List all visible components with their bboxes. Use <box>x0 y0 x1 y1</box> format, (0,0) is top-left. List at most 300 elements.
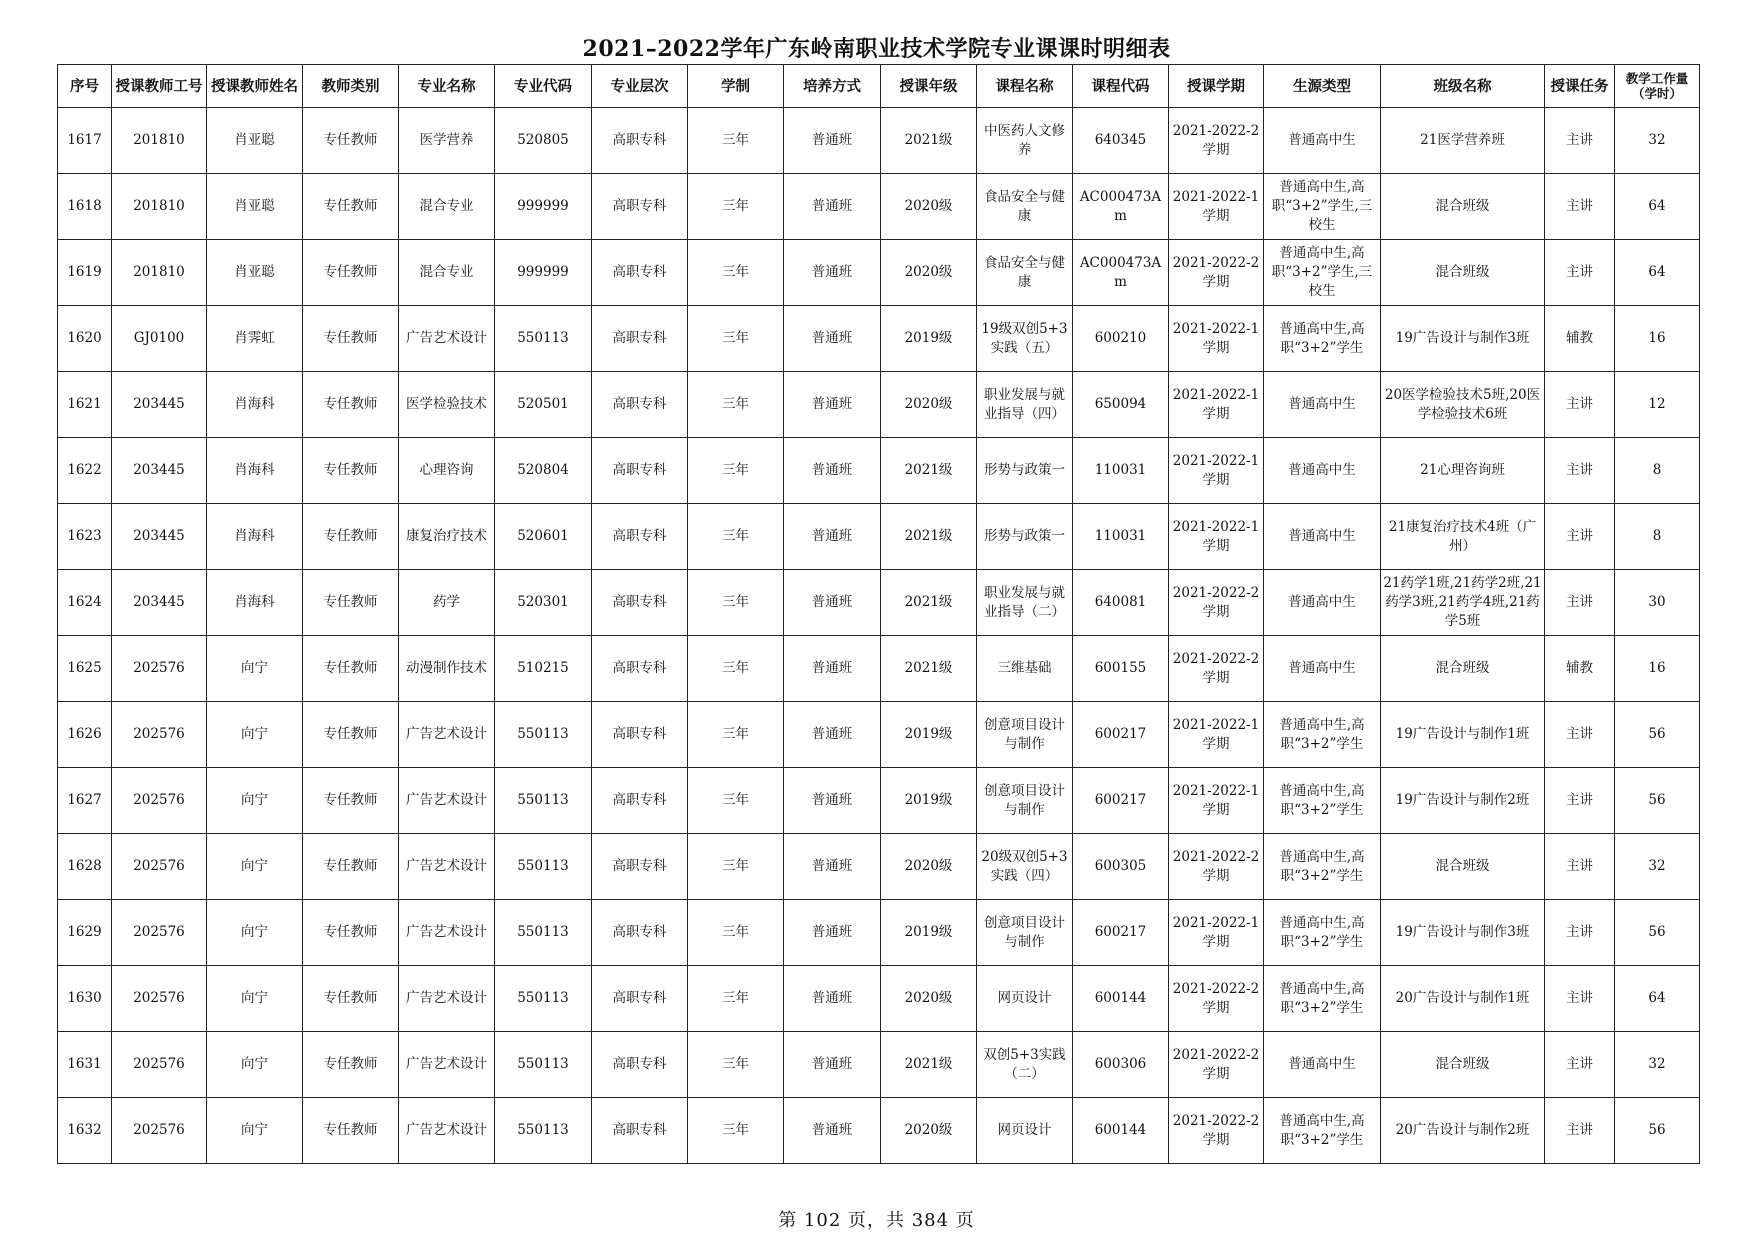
table-cell: 普通班 <box>784 438 881 504</box>
table-cell: 三年 <box>688 1032 784 1098</box>
table-cell: 1632 <box>58 1098 112 1164</box>
table-cell: 30 <box>1615 570 1700 636</box>
table-body <box>58 108 1700 1164</box>
table-cell: 向宁 <box>207 1098 303 1164</box>
table-cell: 主讲 <box>1545 570 1615 636</box>
table-cell: 药学 <box>399 570 495 636</box>
table-cell: 向宁 <box>207 1032 303 1098</box>
table-row <box>58 900 1700 966</box>
column-header: 授课教师姓名 <box>207 65 303 108</box>
table-cell: 普通高中生,高职“3+2”学生 <box>1264 834 1381 900</box>
table-cell: 肖亚聪 <box>207 240 303 306</box>
table-cell: 2021-2022-1学期 <box>1169 372 1264 438</box>
table-cell: 普通班 <box>784 1098 881 1164</box>
table-cell: 32 <box>1615 1032 1700 1098</box>
table-cell: 999999 <box>495 240 592 306</box>
table-cell: 高职专科 <box>592 438 688 504</box>
table-cell: 三年 <box>688 174 784 240</box>
table-cell: 专任教师 <box>303 240 399 306</box>
table-row <box>58 108 1700 174</box>
table-row <box>58 1098 1700 1164</box>
table-cell: 广告艺术设计 <box>399 966 495 1032</box>
table-cell: 1620 <box>58 306 112 372</box>
table-cell: 三年 <box>688 306 784 372</box>
table-cell: 21康复治疗技术4班（广州） <box>1381 504 1545 570</box>
table-cell: 专任教师 <box>303 1032 399 1098</box>
table-cell: 普通高中生,高职“3+2”学生 <box>1264 900 1381 966</box>
table-cell: 医学营养 <box>399 108 495 174</box>
table-cell: 2019级 <box>881 900 977 966</box>
table-cell: 202576 <box>112 636 207 702</box>
table-cell: 混合专业 <box>399 240 495 306</box>
table-cell: 普通高中生 <box>1264 372 1381 438</box>
table-cell: 21药学1班,21药学2班,21药学3班,21药学4班,21药学5班 <box>1381 570 1545 636</box>
table-cell: 520805 <box>495 108 592 174</box>
page-title: 2021–2022学年广东岭南职业技术学院专业课课时明细表 <box>582 36 1171 62</box>
table-cell: 2021级 <box>881 504 977 570</box>
table-cell: 21医学营养班 <box>1381 108 1545 174</box>
table-cell: 2021-2022-1学期 <box>1169 306 1264 372</box>
table-cell: 1628 <box>58 834 112 900</box>
table-cell: 普通高中生,高职“3+2”学生,三校生 <box>1264 174 1381 240</box>
table-cell: 20广告设计与制作1班 <box>1381 966 1545 1032</box>
table-cell: 三年 <box>688 570 784 636</box>
table-cell: 食品安全与健康 <box>977 174 1073 240</box>
table-cell: 向宁 <box>207 900 303 966</box>
column-header: 学制 <box>688 65 784 108</box>
table-cell: 64 <box>1615 174 1700 240</box>
table-cell: 32 <box>1615 834 1700 900</box>
table-cell: 19广告设计与制作1班 <box>1381 702 1545 768</box>
column-header: 授课年级 <box>881 65 977 108</box>
table-cell: 动漫制作技术 <box>399 636 495 702</box>
table-cell: 高职专科 <box>592 1032 688 1098</box>
table-cell: 普通高中生 <box>1264 504 1381 570</box>
table-cell: 三年 <box>688 504 784 570</box>
table-cell: 高职专科 <box>592 306 688 372</box>
table-cell: 双创5+3实践（二） <box>977 1032 1073 1098</box>
table-cell: 1626 <box>58 702 112 768</box>
table-cell: 2021级 <box>881 636 977 702</box>
table-cell: 主讲 <box>1545 438 1615 504</box>
table-cell: 形势与政策一 <box>977 504 1073 570</box>
table-cell: 普通高中生 <box>1264 636 1381 702</box>
table-cell: 2021-2022-2学期 <box>1169 966 1264 1032</box>
table-cell: 向宁 <box>207 966 303 1032</box>
table-cell: 高职专科 <box>592 900 688 966</box>
table-cell: 肖海科 <box>207 372 303 438</box>
table-cell: 2021-2022-1学期 <box>1169 504 1264 570</box>
table-cell: 主讲 <box>1545 1098 1615 1164</box>
table-cell: GJ0100 <box>112 306 207 372</box>
table-cell: 三年 <box>688 834 784 900</box>
table-cell: 向宁 <box>207 702 303 768</box>
table-cell: 三维基础 <box>977 636 1073 702</box>
table-cell: 1625 <box>58 636 112 702</box>
table-cell: 2021-2022-2学期 <box>1169 1032 1264 1098</box>
table-cell: 广告艺术设计 <box>399 306 495 372</box>
table-cell: 普通班 <box>784 108 881 174</box>
table-cell: 专任教师 <box>303 438 399 504</box>
table-cell: 2019级 <box>881 306 977 372</box>
column-header: 课程名称 <box>977 65 1073 108</box>
table-cell: 550113 <box>495 834 592 900</box>
table-cell: 创意项目设计与制作 <box>977 768 1073 834</box>
table-cell: 2019级 <box>881 702 977 768</box>
table-cell: 普通班 <box>784 702 881 768</box>
table-cell: 专任教师 <box>303 372 399 438</box>
table-cell: 主讲 <box>1545 900 1615 966</box>
table-cell: 主讲 <box>1545 108 1615 174</box>
table-cell: 普通高中生,高职“3+2”学生 <box>1264 768 1381 834</box>
column-header: 序号 <box>58 65 112 108</box>
table-cell: 食品安全与健康 <box>977 240 1073 306</box>
table-cell: 高职专科 <box>592 834 688 900</box>
table-cell: 肖海科 <box>207 570 303 636</box>
table-cell: 510215 <box>495 636 592 702</box>
table-cell: 20医学检验技术5班,20医学检验技术6班 <box>1381 372 1545 438</box>
table-cell: 203445 <box>112 570 207 636</box>
column-header: 专业代码 <box>495 65 592 108</box>
table-cell: 202576 <box>112 1032 207 1098</box>
column-header: 生源类型 <box>1264 65 1381 108</box>
table-cell: 600144 <box>1073 966 1169 1032</box>
table-row <box>58 768 1700 834</box>
table-cell: 专任教师 <box>303 966 399 1032</box>
table-cell: 普通高中生 <box>1264 108 1381 174</box>
table-cell: 1622 <box>58 438 112 504</box>
table-cell: 普通班 <box>784 504 881 570</box>
table-cell: 肖霁虹 <box>207 306 303 372</box>
table-cell: 高职专科 <box>592 702 688 768</box>
table-cell: 64 <box>1615 966 1700 1032</box>
table-cell: 混合班级 <box>1381 636 1545 702</box>
table-cell: 520301 <box>495 570 592 636</box>
table-cell: 202576 <box>112 768 207 834</box>
table-cell: 600155 <box>1073 636 1169 702</box>
table-cell: 600217 <box>1073 768 1169 834</box>
table-cell: 创意项目设计与制作 <box>977 702 1073 768</box>
table-cell: 普通高中生,高职“3+2”学生 <box>1264 966 1381 1032</box>
table-cell: 600305 <box>1073 834 1169 900</box>
table-cell: 辅教 <box>1545 306 1615 372</box>
table-cell: 19级双创5+3实践（五） <box>977 306 1073 372</box>
table-cell: 1629 <box>58 900 112 966</box>
table-cell: 普通高中生,高职“3+2”学生 <box>1264 702 1381 768</box>
table-cell: 混合班级 <box>1381 240 1545 306</box>
table-cell: 广告艺术设计 <box>399 1098 495 1164</box>
table-cell: 主讲 <box>1545 702 1615 768</box>
table-cell: 2021级 <box>881 108 977 174</box>
table-cell: 高职专科 <box>592 966 688 1032</box>
table-cell: 普通班 <box>784 834 881 900</box>
table-cell: 主讲 <box>1545 768 1615 834</box>
column-header: 班级名称 <box>1381 65 1545 108</box>
table-cell: 550113 <box>495 702 592 768</box>
table-cell: 203445 <box>112 372 207 438</box>
table-cell: 19广告设计与制作2班 <box>1381 768 1545 834</box>
table-cell: 600217 <box>1073 900 1169 966</box>
table-cell: 普通高中生 <box>1264 1032 1381 1098</box>
table-cell: 520804 <box>495 438 592 504</box>
table-cell: 1619 <box>58 240 112 306</box>
table-cell: 辅教 <box>1545 636 1615 702</box>
table-cell: 专任教师 <box>303 108 399 174</box>
table-cell: 高职专科 <box>592 636 688 702</box>
column-header: 培养方式 <box>784 65 881 108</box>
table-cell: 2021-2022-1学期 <box>1169 900 1264 966</box>
table-cell: 1631 <box>58 1032 112 1098</box>
table-cell: 56 <box>1615 768 1700 834</box>
table-cell: 肖亚聪 <box>207 108 303 174</box>
table-cell: 520501 <box>495 372 592 438</box>
table-cell: 1617 <box>58 108 112 174</box>
table-cell: 550113 <box>495 1098 592 1164</box>
table-cell: 201810 <box>112 174 207 240</box>
column-header: 授课教师工号 <box>112 65 207 108</box>
table-cell: 三年 <box>688 900 784 966</box>
table-cell: 2020级 <box>881 174 977 240</box>
table-cell: 专任教师 <box>303 1098 399 1164</box>
course-hours-table <box>57 64 1700 1164</box>
table-cell: 64 <box>1615 240 1700 306</box>
table-cell: 主讲 <box>1545 966 1615 1032</box>
table-cell: 16 <box>1615 306 1700 372</box>
table-cell: 19广告设计与制作3班 <box>1381 900 1545 966</box>
table-cell: 专任教师 <box>303 702 399 768</box>
table-cell: 普通高中生 <box>1264 438 1381 504</box>
table-cell: 201810 <box>112 240 207 306</box>
table-cell: 203445 <box>112 504 207 570</box>
table-cell: 三年 <box>688 636 784 702</box>
table-cell: 主讲 <box>1545 372 1615 438</box>
table-cell: AC000473Am <box>1073 240 1169 306</box>
table-cell: 640081 <box>1073 570 1169 636</box>
table-cell: 专任教师 <box>303 174 399 240</box>
table-cell: 肖亚聪 <box>207 174 303 240</box>
table-cell: 普通班 <box>784 306 881 372</box>
table-cell: 202576 <box>112 702 207 768</box>
column-header: 专业名称 <box>399 65 495 108</box>
table-cell: 职业发展与就业指导（二） <box>977 570 1073 636</box>
table-row <box>58 1032 1700 1098</box>
table-cell: 12 <box>1615 372 1700 438</box>
column-header: 教学工作量（学时） <box>1615 65 1700 108</box>
table-cell: 550113 <box>495 768 592 834</box>
table-cell: 向宁 <box>207 636 303 702</box>
table-cell: 1623 <box>58 504 112 570</box>
table-cell: 999999 <box>495 174 592 240</box>
table-cell: 三年 <box>688 240 784 306</box>
table-cell: 主讲 <box>1545 504 1615 570</box>
table-cell: 混合班级 <box>1381 1032 1545 1098</box>
table-cell: 600144 <box>1073 1098 1169 1164</box>
table-cell: 高职专科 <box>592 1098 688 1164</box>
table-cell: 550113 <box>495 966 592 1032</box>
table-cell: 1624 <box>58 570 112 636</box>
table-cell: 专任教师 <box>303 570 399 636</box>
table-cell: 广告艺术设计 <box>399 702 495 768</box>
table-cell: 普通高中生,高职“3+2”学生,三校生 <box>1264 240 1381 306</box>
table-cell: 高职专科 <box>592 240 688 306</box>
table-cell: AC000473Am <box>1073 174 1169 240</box>
table-cell: 高职专科 <box>592 372 688 438</box>
table-cell: 主讲 <box>1545 834 1615 900</box>
table-cell: 19广告设计与制作3班 <box>1381 306 1545 372</box>
table-cell: 600217 <box>1073 702 1169 768</box>
table-cell: 普通高中生,高职“3+2”学生 <box>1264 306 1381 372</box>
table-cell: 2020级 <box>881 966 977 1032</box>
table-cell: 网页设计 <box>977 966 1073 1032</box>
table-cell: 高职专科 <box>592 570 688 636</box>
table-cell: 普通班 <box>784 900 881 966</box>
table-cell: 2021-2022-2学期 <box>1169 108 1264 174</box>
table-cell: 520601 <box>495 504 592 570</box>
table-cell: 普通班 <box>784 636 881 702</box>
table-cell: 2020级 <box>881 834 977 900</box>
table-cell: 混合班级 <box>1381 174 1545 240</box>
table-cell: 普通高中生,高职“3+2”学生 <box>1264 1098 1381 1164</box>
table-cell: 普通班 <box>784 570 881 636</box>
table-row <box>58 438 1700 504</box>
table-cell: 600306 <box>1073 1032 1169 1098</box>
table-cell: 550113 <box>495 306 592 372</box>
page-footer: 第 102 页，共 384 页 <box>778 1210 975 1231</box>
table-cell: 56 <box>1615 1098 1700 1164</box>
table-cell: 三年 <box>688 702 784 768</box>
table-cell: 32 <box>1615 108 1700 174</box>
table-cell: 混合班级 <box>1381 834 1545 900</box>
table-cell: 康复治疗技术 <box>399 504 495 570</box>
table-cell: 混合专业 <box>399 174 495 240</box>
table-cell: 主讲 <box>1545 1032 1615 1098</box>
table-row <box>58 966 1700 1032</box>
table-cell: 广告艺术设计 <box>399 768 495 834</box>
table-cell: 2021级 <box>881 1032 977 1098</box>
table-cell: 广告艺术设计 <box>399 900 495 966</box>
table-cell: 高职专科 <box>592 504 688 570</box>
table-cell: 高职专科 <box>592 108 688 174</box>
table-cell: 203445 <box>112 438 207 504</box>
table-cell: 心理咨询 <box>399 438 495 504</box>
table-cell: 202576 <box>112 900 207 966</box>
table-row <box>58 570 1700 636</box>
table-cell: 广告艺术设计 <box>399 834 495 900</box>
column-header: 课程代码 <box>1073 65 1169 108</box>
table-cell: 1627 <box>58 768 112 834</box>
table-cell: 202576 <box>112 966 207 1032</box>
table-header-row <box>58 65 1700 108</box>
table-cell: 普通班 <box>784 1032 881 1098</box>
table-cell: 2019级 <box>881 768 977 834</box>
table-cell: 2020级 <box>881 1098 977 1164</box>
table-cell: 医学检验技术 <box>399 372 495 438</box>
table-cell: 20广告设计与制作2班 <box>1381 1098 1545 1164</box>
table-cell: 广告艺术设计 <box>399 1032 495 1098</box>
table-cell: 专任教师 <box>303 504 399 570</box>
table-row <box>58 174 1700 240</box>
table-cell: 专任教师 <box>303 636 399 702</box>
table-cell: 2021级 <box>881 438 977 504</box>
table-cell: 56 <box>1615 702 1700 768</box>
table-cell: 2021-2022-1学期 <box>1169 438 1264 504</box>
table-cell: 向宁 <box>207 834 303 900</box>
table-cell: 550113 <box>495 1032 592 1098</box>
table-cell: 职业发展与就业指导（四） <box>977 372 1073 438</box>
table-cell: 高职专科 <box>592 768 688 834</box>
table-row <box>58 702 1700 768</box>
table-cell: 主讲 <box>1545 240 1615 306</box>
column-header: 授课任务 <box>1545 65 1615 108</box>
table-cell: 1618 <box>58 174 112 240</box>
table-cell: 2021-2022-2学期 <box>1169 834 1264 900</box>
column-header: 专业层次 <box>592 65 688 108</box>
table-cell: 三年 <box>688 438 784 504</box>
table-cell: 1630 <box>58 966 112 1032</box>
table-cell: 三年 <box>688 966 784 1032</box>
table-cell: 中医药人文修养 <box>977 108 1073 174</box>
table-cell: 650094 <box>1073 372 1169 438</box>
table-cell: 20级双创5+3实践（四） <box>977 834 1073 900</box>
table-cell: 肖海科 <box>207 504 303 570</box>
table-cell: 主讲 <box>1545 174 1615 240</box>
table-cell: 向宁 <box>207 768 303 834</box>
table-cell: 56 <box>1615 900 1700 966</box>
table-cell: 16 <box>1615 636 1700 702</box>
table-row <box>58 306 1700 372</box>
table-cell: 550113 <box>495 900 592 966</box>
table-cell: 创意项目设计与制作 <box>977 900 1073 966</box>
table-cell: 2020级 <box>881 240 977 306</box>
table-cell: 201810 <box>112 108 207 174</box>
table-cell: 普通班 <box>784 174 881 240</box>
table-cell: 2021-2022-1学期 <box>1169 174 1264 240</box>
table-cell: 8 <box>1615 438 1700 504</box>
table-cell: 三年 <box>688 372 784 438</box>
table-cell: 专任教师 <box>303 306 399 372</box>
table-cell: 640345 <box>1073 108 1169 174</box>
table-cell: 专任教师 <box>303 768 399 834</box>
table-cell: 110031 <box>1073 504 1169 570</box>
table-cell: 普通高中生 <box>1264 570 1381 636</box>
table-cell: 网页设计 <box>977 1098 1073 1164</box>
table-cell: 600210 <box>1073 306 1169 372</box>
table-row <box>58 240 1700 306</box>
table-cell: 三年 <box>688 768 784 834</box>
table-cell: 2021-2022-2学期 <box>1169 570 1264 636</box>
table-cell: 专任教师 <box>303 834 399 900</box>
table-cell: 2021-2022-2学期 <box>1169 1098 1264 1164</box>
table-cell: 2021-2022-2学期 <box>1169 240 1264 306</box>
table-cell: 2021-2022-1学期 <box>1169 768 1264 834</box>
table-row <box>58 504 1700 570</box>
table-cell: 肖海科 <box>207 438 303 504</box>
table-cell: 普通班 <box>784 966 881 1032</box>
table-cell: 普通班 <box>784 768 881 834</box>
table-cell: 高职专科 <box>592 174 688 240</box>
table-cell: 专任教师 <box>303 900 399 966</box>
table-cell: 110031 <box>1073 438 1169 504</box>
table-cell: 8 <box>1615 504 1700 570</box>
table-cell: 普通班 <box>784 240 881 306</box>
table-cell: 形势与政策一 <box>977 438 1073 504</box>
table-cell: 202576 <box>112 1098 207 1164</box>
table-cell: 202576 <box>112 834 207 900</box>
table-cell: 2021级 <box>881 570 977 636</box>
table-cell: 21心理咨询班 <box>1381 438 1545 504</box>
table-row <box>58 372 1700 438</box>
table-row <box>58 636 1700 702</box>
